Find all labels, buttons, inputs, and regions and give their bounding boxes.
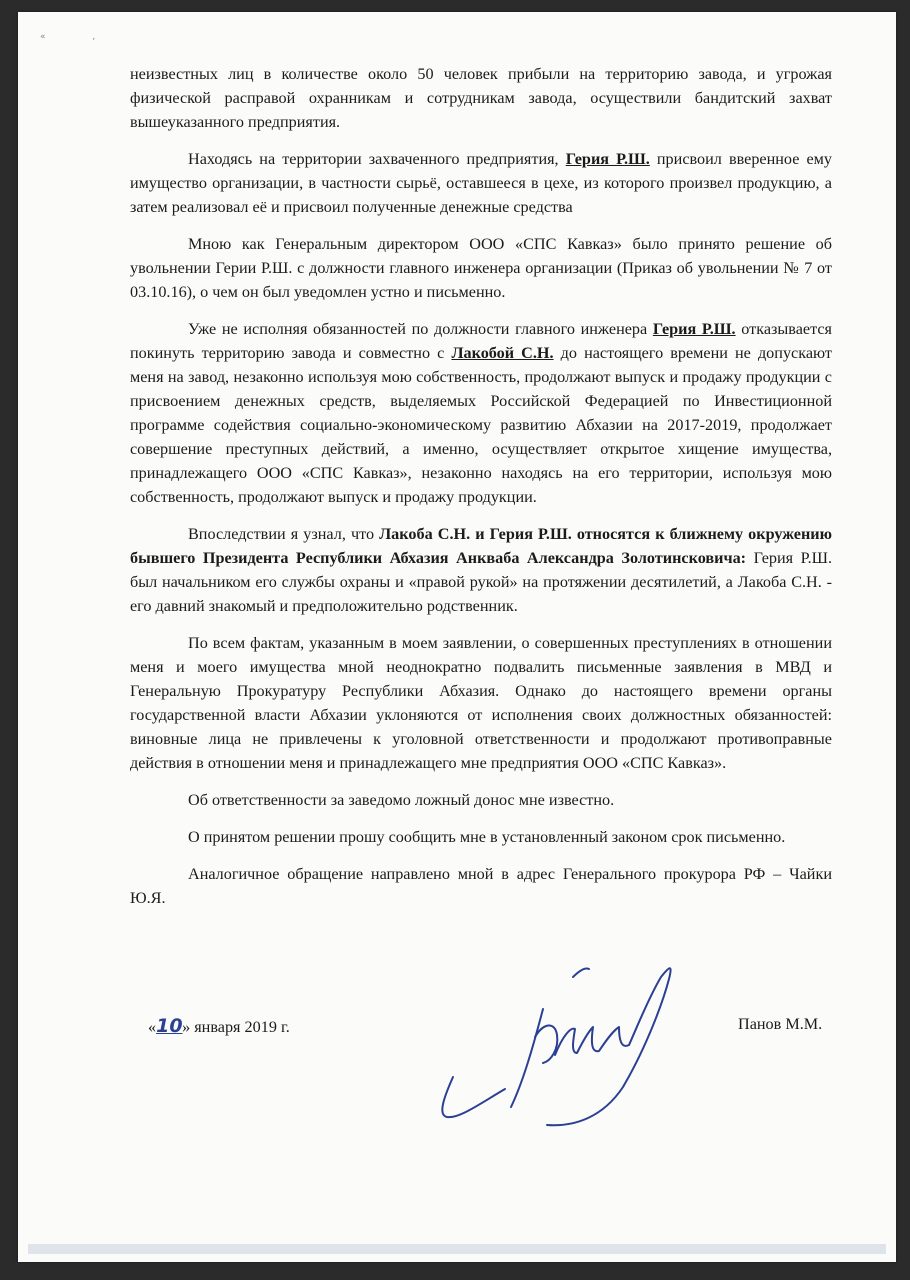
date-open-quote: « xyxy=(148,1018,157,1036)
signer-name: Панов М.М. xyxy=(738,1015,823,1033)
highlighted-name: Герия Р.Ш. xyxy=(652,320,736,338)
paragraph-text: отказывается покинуть территорию завода и совместно с xyxy=(130,320,833,362)
paragraph xyxy=(130,147,832,219)
paragraph-text: По всем фактам, указанным в моем заявлении, о совершенных преступлениях в отношении меня и моего имущества мной неоднократно подвалить письменные заявления в МВД и Генеральную Прокуратуру Республики Абхазия. Однако до настоящего времени органы государственной власти Абхазии уклоняются от исполнения своих должностных обязанностей: виновные лица не привлечены к уголовной ответственности и продолжают противоправные действия в отношении меня и принадлежащего мне предприятия ООО «СПС Кавказ». xyxy=(130,634,832,772)
document-page xyxy=(18,12,896,1262)
signature-image xyxy=(423,957,693,1132)
paragraph-text: Герия Р.Ш. был начальником его службы охраны и «правой рукой» на протяжении десятилетий, а Лакоба С.Н. - его давний знакомый и предположительно родственник. xyxy=(130,549,832,615)
paragraph xyxy=(130,62,832,134)
date-rest: » января 2019 г. xyxy=(182,1018,290,1036)
paragraph-text: присвоил вверенное ему имущество организации, в частности сырьё, оставшееся в цехе, из которого произвел продукцию, а затем реализовал её и присвоил полученные денежные средства xyxy=(130,150,832,216)
document-date xyxy=(148,1015,290,1037)
paragraph xyxy=(130,825,832,849)
paragraph-text: до настоящего времени не допускают меня на завод, незаконно используя мою собственность, продолжают выпуск и продажу продукции с присвоением денежных средств, выделяемых Российской Федерацией по Инвестиционной программе содействия социально-экономическому развитию Абхазии на 2017-2019, продолжает совершение преступных действий, а именно, осуществляет открытое хищение имущества, принадлежащего ООО «СПС Кавказ», незаконно находясь на его территории, используя мою собственность, продолжают выпуск и продажу продукции. xyxy=(130,344,832,506)
paragraph xyxy=(130,631,832,775)
highlighted-name: Лакобой С.Н. xyxy=(451,344,554,362)
paragraph-text: Об ответственности за заведомо ложный донос мне известно. xyxy=(188,791,615,809)
paragraph-text: Аналогичное обращение направлено мной в адрес Генерального прокурора РФ – Чайки Ю.Я. xyxy=(130,865,832,907)
paragraph xyxy=(130,522,832,618)
highlighted-name: Герия Р.Ш. xyxy=(565,150,650,168)
page-bottom-strip xyxy=(28,1244,886,1254)
paragraph-text: О принятом решении прошу сообщить мне в установленный законом срок письменно. xyxy=(188,828,786,846)
paragraph xyxy=(130,317,832,509)
paragraph-text: Уже не исполняя обязанностей по должности главного инженера xyxy=(188,320,653,338)
bold-text: Лакоба С.Н. и Герия Р.Ш. относятся к ближнему окружению бывшего Президента Республики Абхазия Анкваба Александра Золотинсковича: xyxy=(130,525,832,567)
paragraph xyxy=(130,232,832,304)
paragraph-text: неизвестных лиц в количестве около 50 человек прибыли на территорию завода, и угрожая физической расправой охранникам и сотрудникам завода, осуществили бандитский захват вышеуказанного предприятия. xyxy=(130,65,832,131)
scan-marks: « , xyxy=(40,32,118,42)
paragraph xyxy=(130,788,832,812)
document-body xyxy=(130,62,832,923)
paragraph-text: Мною как Генеральным директором ООО «СПС Кавказ» было принято решение об увольнении Герии Р.Ш. с должности главного инженера организации (Приказ об увольнении № 7 от 03.10.16), о чем он был уведомлен устно и письменно. xyxy=(130,235,832,301)
date-day-handwritten: 10 xyxy=(156,1015,183,1037)
paragraph-text: Находясь на территории захваченного предприятия, xyxy=(188,150,566,168)
paragraph-text: Впоследствии я узнал, что xyxy=(188,525,380,543)
paragraph xyxy=(130,862,832,910)
